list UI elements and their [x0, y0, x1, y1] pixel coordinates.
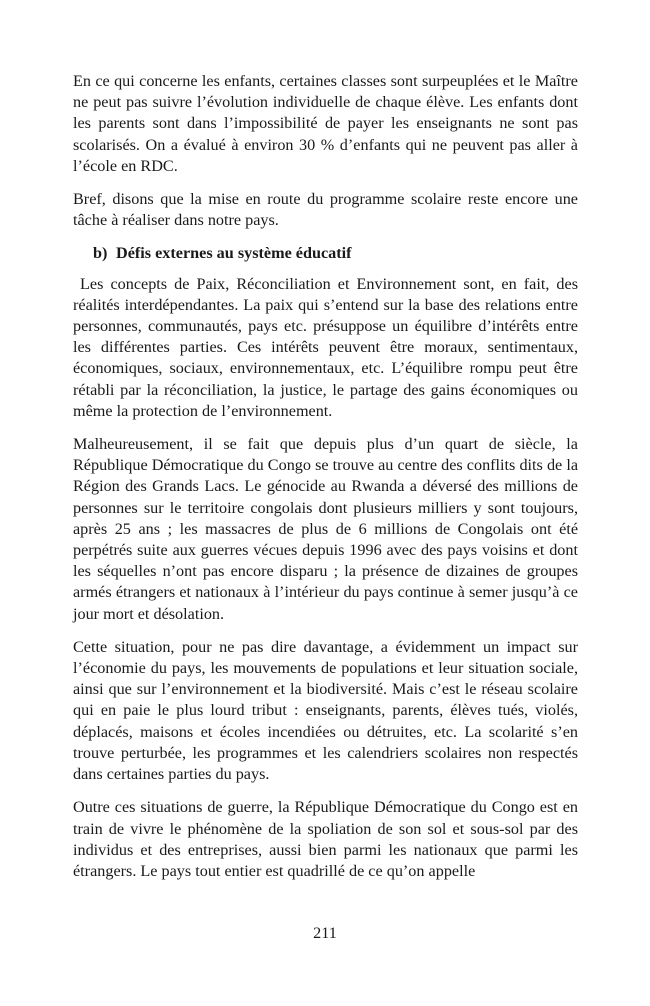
- paragraph-resource-spoliation: Outre ces situations de guerre, la République Démocratique du Congo est en train de vivre le phénomène de la spoliation de son sol et sous-sol par des individus et des entreprises, aussi bien parmi les nationaux que parmi les étrangers. Le pays tout entier est quadrillé de ce qu’on appelle: [73, 798, 578, 880]
- section-heading: [93, 243, 578, 264]
- page-body: [73, 71, 583, 894]
- heading-marker: b): [93, 244, 108, 263]
- paragraph-impact-on-schools: Cette situation, pour ne pas dire davantage, a évidemment un impact sur l’économie du pays, les mouvements de populations et leur situation sociale, ainsi que sur l’environnement et la biodiversité. Mais c’est le réseau scolaire qui en paie le plus lourd tribut : enseignants, parents, élèves tués, violés, déplacés, maisons et écoles incendiées ou détruites, etc. La scolarité s’en trouve perturbée, les programmes et les calendriers scolaires non respectés dans certaines parties du pays.: [73, 637, 578, 784]
- paragraph-great-lakes-conflicts: Malheureusement, il se fait que depuis plus d’un quart de siècle, la République Démocratique du Congo se trouve au centre des conflits dits de la Région des Grands Lacs. Le génocide au Rwanda a déversé des millions de personnes sur le territoire congolais dont plusieurs milliers y sont toujours, après 25 ans ; les massacres de plus de 6 millions de Congolais ont été perpétrés suite aux guerres vécues depuis 1996 avec des pays voisins et dont les séquelles n’ont pas encore disparu ; la présence de dizaines de groupes armés étrangers et nationaux à l’intérieur du pays continue à semer jusqu’à ce jour mort et désolation.: [73, 435, 578, 623]
- paragraph-children-overcrowding: En ce qui concerne les enfants, certaines classes sont surpeuplées et le Maître ne peut pas suivre l’évolution individuelle de chaque élève. Les enfants dont les parents sont dans l’impossibilité de payer les enseignants ne sont pas scolarisés. On a évalué à environ 30 % d’enfants qui ne peuvent pas aller à l’école en RDC.: [73, 72, 578, 175]
- page-number: 211: [313, 924, 337, 942]
- paragraph-peace-concepts: Les concepts de Paix, Réconciliation et Environnement sont, en fait, des réalités interdépendantes. La paix qui s’entend sur la base des relations entre personnes, communautés, pays etc. présuppose un équilibre d’intérêts entre les différentes parties. Ces intérêts peuvent être moraux, sentimentaux, économiques, sociaux, environnementaux, etc. L’équilibre rompu peut être rétabli par la réconciliation, la justice, le partage des gains économiques ou même la protection de l’environnement.: [73, 274, 583, 420]
- heading-text: Défis externes au système éducatif: [116, 244, 352, 263]
- paragraph-school-program-summary: Bref, disons que la mise en route du programme scolaire reste encore une tâche à réaliser dans notre pays.: [73, 190, 578, 230]
